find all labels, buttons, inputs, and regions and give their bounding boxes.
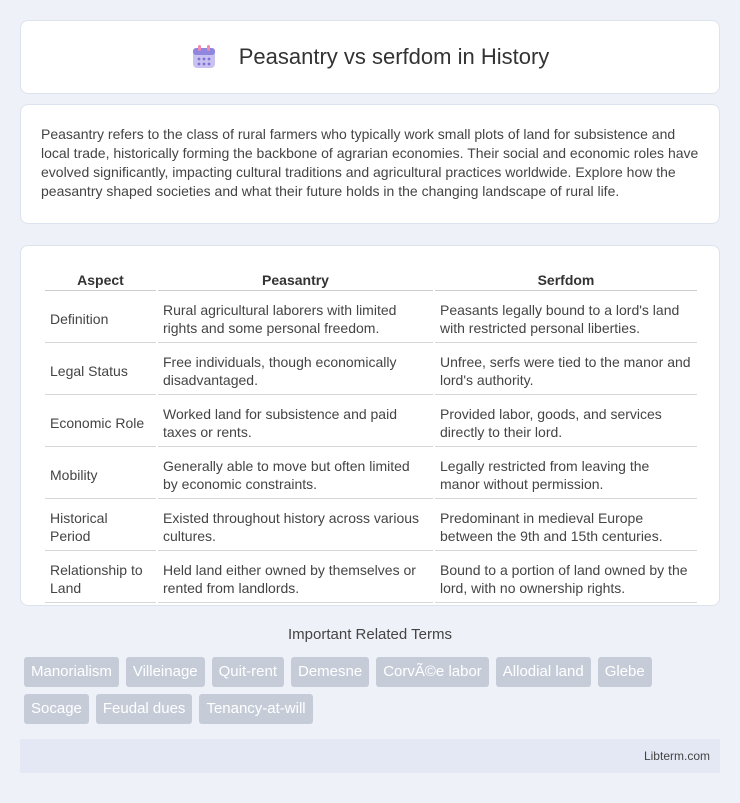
aspect-cell: Historical Period	[45, 501, 156, 551]
aspect-cell: Legal Status	[45, 345, 156, 395]
header-peasantry: Peasantry	[158, 268, 433, 291]
footer-site-link[interactable]: Libterm.com	[643, 749, 710, 763]
peasantry-cell: Held land either owned by themselves or rented from landlords.	[158, 553, 433, 603]
table-row	[45, 449, 697, 499]
table-row	[45, 345, 697, 395]
peasantry-cell: Generally able to move but often limited by economic constraints.	[158, 449, 433, 499]
serfdom-cell: Provided labor, goods, and services directly to their lord.	[435, 397, 697, 447]
footer	[20, 739, 720, 773]
term-tag-glebe[interactable]: Glebe	[598, 657, 652, 687]
header-card	[20, 20, 720, 94]
term-tag-allodial-land[interactable]: Allodial land	[496, 657, 591, 687]
comparison-table	[43, 266, 699, 605]
peasantry-cell: Free individuals, though economically disadvantaged.	[158, 345, 433, 395]
term-tag-corvee-labor[interactable]: CorvÃ©e labor	[376, 657, 489, 687]
aspect-cell: Definition	[45, 293, 156, 343]
term-tag-quit-rent[interactable]: Quit-rent	[212, 657, 284, 687]
related-terms-list	[24, 657, 714, 724]
aspect-cell: Mobility	[45, 449, 156, 499]
serfdom-cell: Legally restricted from leaving the manor without permission.	[435, 449, 697, 499]
table-row	[45, 501, 697, 551]
intro-card	[20, 104, 720, 224]
term-tag-villeinage[interactable]: Villeinage	[126, 657, 205, 687]
calendar-icon	[191, 44, 217, 70]
serfdom-cell: Peasants legally bound to a lord's land with restricted personal liberties.	[435, 293, 697, 343]
peasantry-cell: Rural agricultural laborers with limited rights and some personal freedom.	[158, 293, 433, 343]
term-tag-feudal-dues[interactable]: Feudal dues	[96, 694, 193, 724]
term-tag-demesne[interactable]: Demesne	[291, 657, 369, 687]
table-row	[45, 553, 697, 603]
peasantry-cell: Worked land for subsistence and paid taxes or rents.	[158, 397, 433, 447]
table-row	[45, 293, 697, 343]
related-terms-title: Important Related Terms	[288, 626, 452, 643]
page-title: Peasantry vs serfdom in History	[238, 44, 550, 69]
serfdom-cell: Unfree, serfs were tied to the manor and lord's authority.	[435, 345, 697, 395]
aspect-cell: Relationship to Land	[45, 553, 156, 603]
serfdom-cell: Bound to a portion of land owned by the lord, with no ownership rights.	[435, 553, 697, 603]
aspect-cell: Economic Role	[45, 397, 156, 447]
term-tag-socage[interactable]: Socage	[24, 694, 89, 724]
term-tag-manorialism[interactable]: Manorialism	[24, 657, 119, 687]
table-row	[45, 397, 697, 447]
serfdom-cell: Predominant in medieval Europe between the 9th and 15th centuries.	[435, 501, 697, 551]
header-serfdom: Serfdom	[435, 268, 697, 291]
header-aspect: Aspect	[45, 268, 156, 291]
comparison-card	[20, 245, 720, 606]
term-tag-tenancy-at-will[interactable]: Tenancy-at-will	[199, 694, 312, 724]
peasantry-cell: Existed throughout history across various cultures.	[158, 501, 433, 551]
intro-text: Peasantry refers to the class of rural farmers who typically work small plots of land for subsistence and local trade, historically forming the backbone of agrarian economies. Their social and economic roles have evolved significantly, impacting cultural traditions and agricultural practices worldwide. Explore how the peasantry shaped societies and what their future holds in the changing landscape of rural life.	[41, 126, 699, 199]
